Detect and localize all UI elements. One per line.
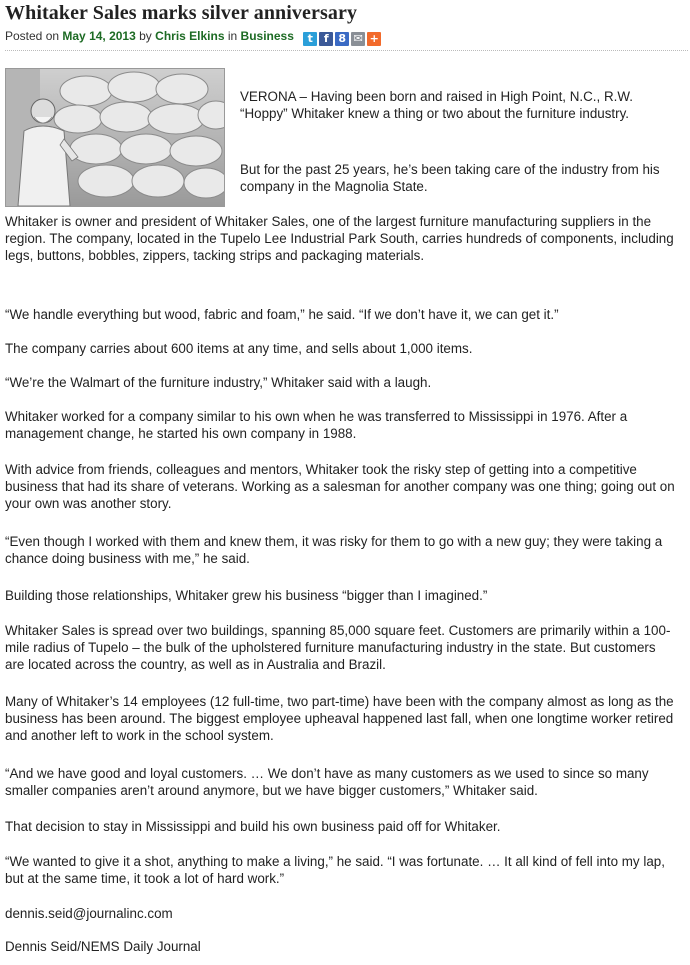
facebook-icon[interactable]: f [319, 32, 333, 46]
paragraph: “We wanted to give it a shot, anything to make a living,” he said. “I was fortunate. … It all kind of fell into my lap, but at the same time, it took a lot of hard work.” [5, 854, 665, 886]
paragraph: With advice from friends, colleagues and mentors, Whitaker took the risky step of getting into a competitive business that had its share of veterans. Working as a salesman for another company was one thing; going out on your own was another story. [5, 462, 675, 511]
paragraph: Whitaker is owner and president of Whitaker Sales, one of the largest furniture manufacturing suppliers in the region. The company, located in the Tupelo Lee Industrial Park South, carries hundreds of components, including legs, buttons, bobbles, zippers, tacking strips and packaging materials. [5, 214, 674, 263]
paragraph: VERONA – Having been born and raised in High Point, N.C., R.W. “Hoppy” Whitaker knew a thing or two about the furniture industry. [240, 89, 633, 121]
paragraph: Whitaker worked for a company similar to his own when he was transferred to Mississippi in 1976. After a management change, he started his own company in 1988. [5, 409, 628, 441]
add-share-icon[interactable]: + [367, 32, 381, 46]
paragraph: Whitaker Sales is spread over two buildings, spanning 85,000 square feet. Customers are primarily within a 100-mile radius of Tupelo – the bulk of the upholstered furniture manufacturing industry in the state. But customers are located across the country, as well as in Australia and Brazil. [5, 623, 671, 672]
google-plus-icon[interactable]: 8 [335, 32, 349, 46]
posted-on-label: Posted on [5, 29, 60, 43]
twitter-icon[interactable]: t [303, 32, 317, 46]
paragraph: “Even though I worked with them and knew them, it was risky for them to go with a new guy; they were taking a chance doing business with me,” he said. [5, 534, 663, 566]
header-divider [5, 50, 688, 51]
email-icon[interactable]: ✉ [351, 32, 365, 46]
share-icons [303, 31, 383, 46]
byline-credit: Dennis Seid/NEMS Daily Journal [5, 939, 201, 954]
by-label: by [139, 29, 152, 43]
paragraph: “And we have good and loyal customers. … We don’t have as many customers as we used to since so many smaller companies aren’t around anymore, but we have bigger customers,” Whitaker said. [5, 766, 649, 798]
author-email: dennis.seid@journalinc.com [5, 906, 173, 921]
paragraph: Building those relationships, Whitaker grew his business “bigger than I imagined.” [5, 588, 488, 603]
paragraph: “We handle everything but wood, fabric and foam,” he said. “If we don’t have it, we can get it.” [5, 307, 559, 322]
category-link[interactable]: Business [240, 29, 294, 43]
paragraph: That decision to stay in Mississippi and build his own business paid off for Whitaker. [5, 819, 501, 834]
in-label: in [227, 29, 238, 43]
paragraph: “We’re the Walmart of the furniture industry,” Whitaker said with a laugh. [5, 375, 432, 390]
paragraph: But for the past 25 years, he’s been taking care of the industry from his company in the Magnolia State. [240, 162, 660, 194]
paragraph: The company carries about 600 items at any time, and sells about 1,000 items. [5, 341, 473, 356]
post-date-link[interactable]: May 14, 2013 [62, 29, 136, 43]
paragraph: Many of Whitaker’s 14 employees (12 full-time, two part-time) have been with the company almost as long as the business has been around. The biggest employee upheaval happened last fall, when one longtime worker retired and another left to work in the school system. [5, 694, 674, 743]
article-photo [5, 68, 225, 207]
author-link[interactable]: Chris Elkins [155, 29, 225, 43]
post-meta [5, 29, 383, 46]
article-title: Whitaker Sales marks silver anniversary [5, 2, 358, 24]
